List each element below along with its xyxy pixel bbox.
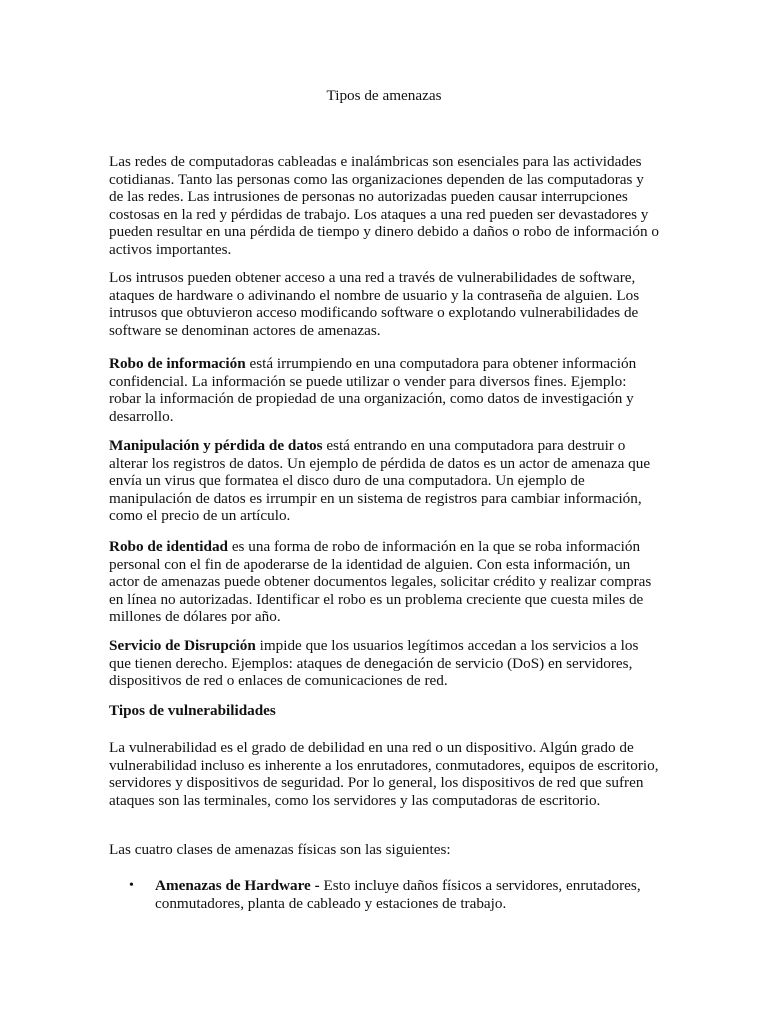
vulnerabilities-heading: Tipos de vulnerabilidades — [109, 702, 276, 719]
threat-term: Robo de identidad — [109, 538, 229, 555]
threat-description: está irrumpiendo en una computadora para obtener información confidencial. La información se puede utilizar o vender para diversos fines. Ejemplo: robar la información de propiedad de una organización, como datos de investigación y desarrollo. — [109, 355, 637, 425]
vulnerabilities-paragraph: La vulnerabilidad es el grado de debilidad en una red o un dispositivo. Algún grado de vulnerabilidad incluso es inherente a los enrutadores, conmutadores, equipos de escritorio, servidores y dispositivos de seguridad. Por lo general, los dispositivos de red que sufren ataques son las terminales, como los servidores y las computadoras de escritorio. — [109, 739, 659, 809]
bullet-term: Amenazas de Hardware - — [155, 877, 320, 894]
threat-paragraph-data-manipulation — [109, 437, 661, 525]
threat-description: impide que los usuarios legítimos accedan a los servicios a los que tienen derecho. Ejemplos: ataques de denegación de servicio (DoS) en servidores, dispositivos de red o enlaces de comunicaciones de red. — [109, 637, 639, 690]
threat-description: es una forma de robo de información en la que se roba información personal con el fin de apoderarse de la identidad de alguien. Con esta información, un actor de amenazas puede obtener documentos legales, solicitar crédito y realizar compras en línea no autorizadas. Identificar el robo es un problema creciente que cuesta miles de millones de dólares por año. — [109, 538, 652, 626]
threat-paragraph-identity-theft — [109, 538, 661, 626]
physical-threats-intro: Las cuatro clases de amenazas físicas son las siguientes: — [109, 841, 451, 858]
bullet-description: Esto incluye daños físicos a servidores, enrutadores, conmutadores, planta de cableado y estaciones de trabajo. — [155, 877, 641, 912]
threat-term: Servicio de Disrupción — [109, 637, 256, 654]
threat-paragraph-service-disruption — [109, 637, 661, 690]
threat-term: Robo de información — [109, 355, 246, 372]
document-title: Tipos de amenazas — [326, 87, 442, 104]
intro-paragraph-1: Las redes de computadoras cableadas e inalámbricas son esenciales para las actividades cotidianas. Tanto las personas como las organizaciones dependen de las computadoras y de las redes. Las intrusiones de personas no autorizadas pueden causar interrupciones costosas en la red y pérdidas de trabajo. Los ataques a una red pueden ser devastadores y pueden resultar en una pérdida de tiempo y dinero debido a daños o robo de información o activos importantes. — [109, 153, 659, 258]
threat-description: está entrando en una computadora para destruir o alterar los registros de datos. Un ejemplo de pérdida de datos es un actor de amenaza que envía un virus que formatea el disco duro de una computadora. Un ejemplo de manipulación de datos es irrumpir en un sistema de registros para cambiar información, como el precio de un artículo. — [109, 437, 651, 525]
bullet-icon: • — [129, 878, 134, 893]
bullet-text — [155, 877, 665, 912]
threat-term: Manipulación y pérdida de datos — [109, 437, 323, 454]
threat-paragraph-info-theft — [109, 355, 661, 425]
intro-paragraph-2: Los intrusos pueden obtener acceso a una red a través de vulnerabilidades de software, ataques de hardware o adivinando el nombre de usuario y la contraseña de alguien. Los intrusos que obtuvieron acceso modificando software o explotando vulnerabilidades de software se denominan actores de amenazas. — [109, 269, 640, 339]
